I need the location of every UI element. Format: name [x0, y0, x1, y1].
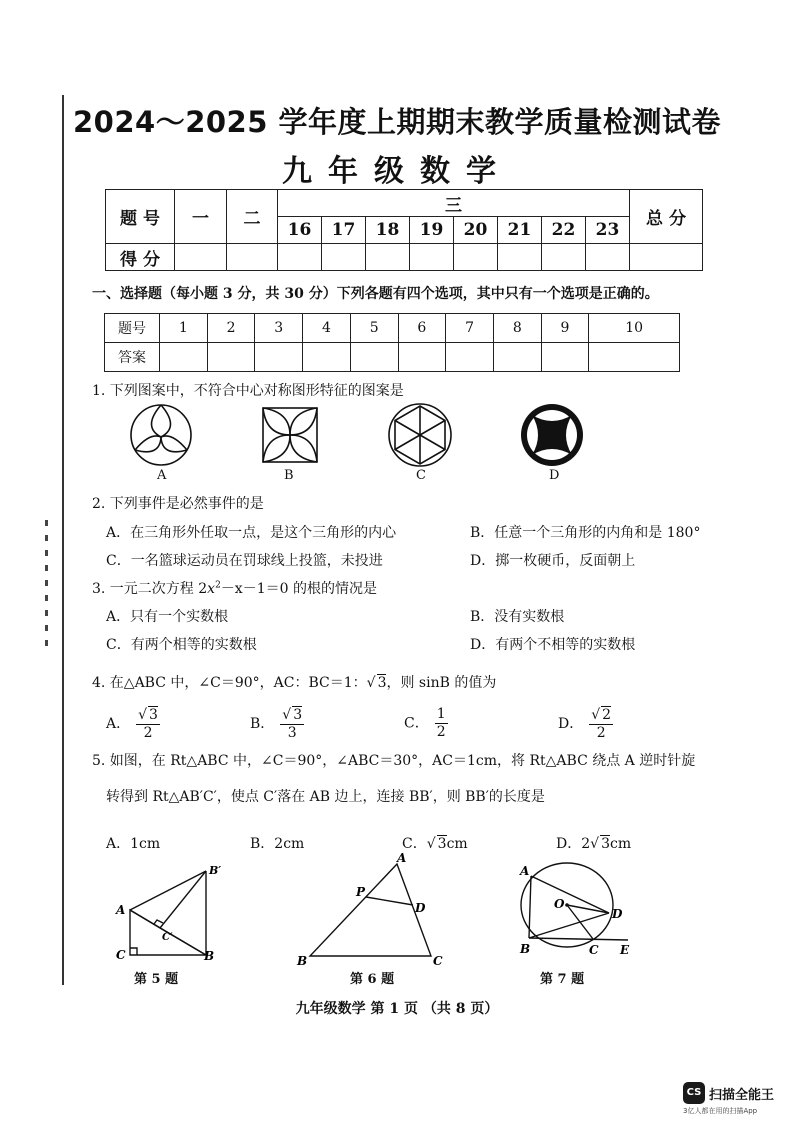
- fig7-label-o: O: [554, 897, 565, 911]
- score-cell[interactable]: [498, 244, 542, 271]
- fig5-label-cp: C′: [162, 932, 173, 943]
- fig7-label-d: D: [612, 907, 623, 921]
- answer-num: 1: [160, 314, 208, 343]
- score-cell[interactable]: [410, 244, 454, 271]
- q5-option-d-unit: cm: [609, 836, 632, 852]
- q4-option-d-frac: $\frac{√ 2}{2}$: [591, 707, 612, 741]
- score-num: 21: [498, 217, 542, 244]
- q3-stem-sup: 2: [215, 580, 221, 591]
- score-cell[interactable]: [586, 244, 630, 271]
- q1-figure-c: [389, 404, 451, 466]
- score-cell[interactable]: [322, 244, 366, 271]
- fig6-label-d: D: [415, 901, 426, 915]
- q4-stem-post: ，则 sinB 的值为: [386, 675, 497, 691]
- q4-stem-rad: 3: [377, 675, 387, 691]
- answer-cell[interactable]: [255, 343, 303, 372]
- q4-option-c-num: 1: [436, 706, 446, 722]
- q4-stem-pre: 4. 在△ABC 中，∠C＝90°，AC：BC＝1：: [92, 675, 367, 691]
- q4-option-a-frac: $\frac{√ 3}{2}$: [138, 707, 158, 741]
- score-cell[interactable]: [542, 244, 586, 271]
- answer-cell[interactable]: [160, 343, 208, 372]
- fig5: [108, 862, 228, 968]
- score-col-total: 总 分: [630, 190, 703, 244]
- q4-option-b-den: 3: [287, 725, 297, 741]
- q1-label-a: A: [157, 468, 167, 483]
- q3-option-d: D．有两个不相等的实数根: [470, 637, 636, 653]
- score-col-yi: 一: [175, 190, 227, 244]
- q4-option-a-den: 2: [143, 725, 153, 741]
- q5-stem-line1: 5. 如图，在 Rt△ABC 中，∠C＝90°，∠ABC＝30°，AC＝1cm，将 Rt△ABC 绕点 A 逆时针旋: [92, 753, 696, 769]
- page-footer: 九年级数学 第 1 页 （共 8 页）: [295, 1001, 499, 1017]
- fig5-caption: 第 5 题: [134, 972, 179, 987]
- answer-num: 4: [303, 314, 351, 343]
- q2-option-a: A．在三角形外任取一点，是这个三角形的内心: [106, 525, 397, 541]
- q4-option-b: [250, 706, 304, 742]
- answer-label-tihao: 题号: [105, 314, 160, 343]
- fig5-label-b: B: [204, 949, 215, 963]
- q3-stem-post: －x－1＝0 的根的情况是: [220, 581, 377, 597]
- score-col-er: 二: [227, 190, 278, 244]
- answer-cell[interactable]: [493, 343, 541, 372]
- score-num: 22: [542, 217, 586, 244]
- q2-option-d: D．掷一枚硬币，反面朝上: [470, 553, 636, 569]
- score-num: 20: [454, 217, 498, 244]
- q3-option-a: A．只有一个实数根: [106, 609, 229, 625]
- q3-stem-pre: 3. 一元二次方程 2: [92, 581, 208, 597]
- answer-num: 2: [207, 314, 255, 343]
- fig7-label-a: A: [520, 864, 530, 878]
- fig5-label-a: A: [116, 903, 126, 917]
- answer-num: 8: [493, 314, 541, 343]
- fig6-caption: 第 6 题: [350, 972, 395, 987]
- answer-num: 7: [446, 314, 494, 343]
- score-cell[interactable]: [175, 244, 227, 271]
- scanner-name: 扫描全能王: [709, 1088, 775, 1103]
- q2-stem: 2. 下列事件是必然事件的是: [92, 496, 264, 512]
- score-cell[interactable]: [227, 244, 278, 271]
- q4-option-d-num: 2: [602, 707, 612, 723]
- fig7-label-e: E: [620, 943, 630, 957]
- fig5-label-bp: B′: [209, 864, 222, 877]
- q4-option-d-den: 2: [596, 725, 606, 741]
- q4-option-c: [404, 706, 448, 741]
- q5-option-b: B．2cm: [250, 836, 305, 852]
- q1-figures: [120, 402, 620, 468]
- answer-cell[interactable]: [446, 343, 494, 372]
- q4-option-b-frac: $\frac{√ 3}{3}$: [282, 707, 303, 741]
- score-num: 16: [278, 217, 322, 244]
- answer-cell[interactable]: [207, 343, 255, 372]
- q4-option-a: [106, 706, 160, 742]
- scanner-watermark: [683, 1082, 783, 1118]
- q4-option-b-num: 3: [293, 707, 303, 723]
- q5-option-d-letter: D．2: [556, 836, 591, 852]
- exam-subtitle: 九年级数学: [282, 154, 512, 189]
- fig7: [510, 856, 635, 968]
- scanner-tagline: 3亿人都在用的扫描App: [683, 1107, 758, 1115]
- q1-label-b: B: [284, 468, 294, 483]
- score-cell[interactable]: [366, 244, 410, 271]
- binding-line: [62, 95, 64, 985]
- q3-stem-x: x: [207, 581, 216, 597]
- q5-option-d: D．2√ 3cm: [556, 836, 632, 852]
- fig6-label-p: P: [356, 885, 366, 899]
- q3-option-b: B．没有实数根: [470, 609, 565, 625]
- answer-num: 6: [398, 314, 446, 343]
- score-label-defen: 得 分: [106, 244, 175, 271]
- answer-cell[interactable]: [541, 343, 589, 372]
- q1-label-d: D: [549, 468, 560, 483]
- q1-figure-b: [263, 408, 317, 462]
- fig6-label-c: C: [433, 954, 443, 968]
- score-num: 23: [586, 217, 630, 244]
- q2-option-c: C．一名篮球运动员在罚球线上投篮，未投进: [106, 553, 383, 569]
- q1-stem: 1. 下列图案中，不符合中心对称图形特征的图案是: [92, 383, 404, 399]
- q4-option-d-letter: D．: [558, 716, 584, 732]
- scanner-logo-icon: CS: [683, 1082, 705, 1104]
- q5-option-c-rad: 3: [437, 836, 447, 852]
- answer-cell[interactable]: [303, 343, 351, 372]
- answer-num: 3: [255, 314, 303, 343]
- q5-option-a: A．1cm: [106, 836, 161, 852]
- answer-cell[interactable]: [589, 343, 680, 372]
- score-num: 17: [322, 217, 366, 244]
- answer-num: 9: [541, 314, 589, 343]
- score-cell[interactable]: [278, 244, 322, 271]
- q4-option-a-num: 3: [149, 707, 158, 723]
- q1-figure-a: [131, 405, 191, 465]
- fig6: [293, 850, 453, 968]
- q4-option-c-frac: [435, 706, 448, 741]
- q5-option-c: C．√ 3cm: [402, 836, 468, 852]
- answer-label-daan: 答案: [105, 343, 160, 372]
- q5-option-c-unit: cm: [446, 836, 468, 852]
- answer-table: [104, 313, 680, 372]
- q4-option-c-den: 2: [436, 724, 446, 740]
- fig6-label-a: A: [397, 851, 407, 865]
- score-cell[interactable]: [630, 244, 703, 271]
- section-1-heading: 一、选择题（每小题 3 分，共 30 分）下列各题有四个选项，其中只有一个选项是正确的。: [92, 286, 659, 302]
- q4-stem: 4. 在△ABC 中，∠C＝90°，AC：BC＝1：√ 3，则 sinB 的值为: [92, 675, 497, 691]
- score-table: [105, 189, 703, 271]
- fig7-label-b: B: [520, 942, 531, 956]
- fig6-label-b: B: [297, 954, 308, 968]
- answer-cell[interactable]: [398, 343, 446, 372]
- score-cell[interactable]: [454, 244, 498, 271]
- q1-label-c: C: [416, 468, 426, 483]
- q3-stem: [92, 578, 377, 598]
- q4-option-c-letter: C．: [404, 715, 429, 732]
- q3-option-c: C．有两个相等的实数根: [106, 637, 257, 653]
- q4-option-b-letter: B．: [250, 716, 275, 732]
- fig7-label-c: C: [589, 943, 599, 957]
- fig7-caption: 第 7 题: [540, 972, 585, 987]
- q1-figure-d: [521, 404, 583, 466]
- q5-option-c-letter: C．: [402, 836, 427, 852]
- q5-option-d-rad: 3: [601, 836, 610, 852]
- answer-num: 10: [589, 314, 680, 343]
- score-col-san: 三: [278, 190, 630, 217]
- margin-marks: [44, 520, 50, 660]
- q5-stem-line2: 转得到 Rt△AB′C′，使点 C′落在 AB 边上，连接 BB′，则 BB′的长度是: [106, 789, 545, 805]
- answer-cell[interactable]: [350, 343, 398, 372]
- q4-option-d: [558, 706, 613, 742]
- answer-num: 5: [350, 314, 398, 343]
- score-num: 18: [366, 217, 410, 244]
- q4-option-a-letter: A．: [106, 716, 131, 732]
- fig5-label-c: C: [116, 948, 126, 962]
- exam-title: 2024～2025 学年度上期期末教学质量检测试卷: [72, 105, 722, 139]
- score-label-tihao: 题 号: [106, 190, 175, 244]
- score-num: 19: [410, 217, 454, 244]
- q2-option-b: B．任意一个三角形的内角和是 180°: [470, 525, 701, 541]
